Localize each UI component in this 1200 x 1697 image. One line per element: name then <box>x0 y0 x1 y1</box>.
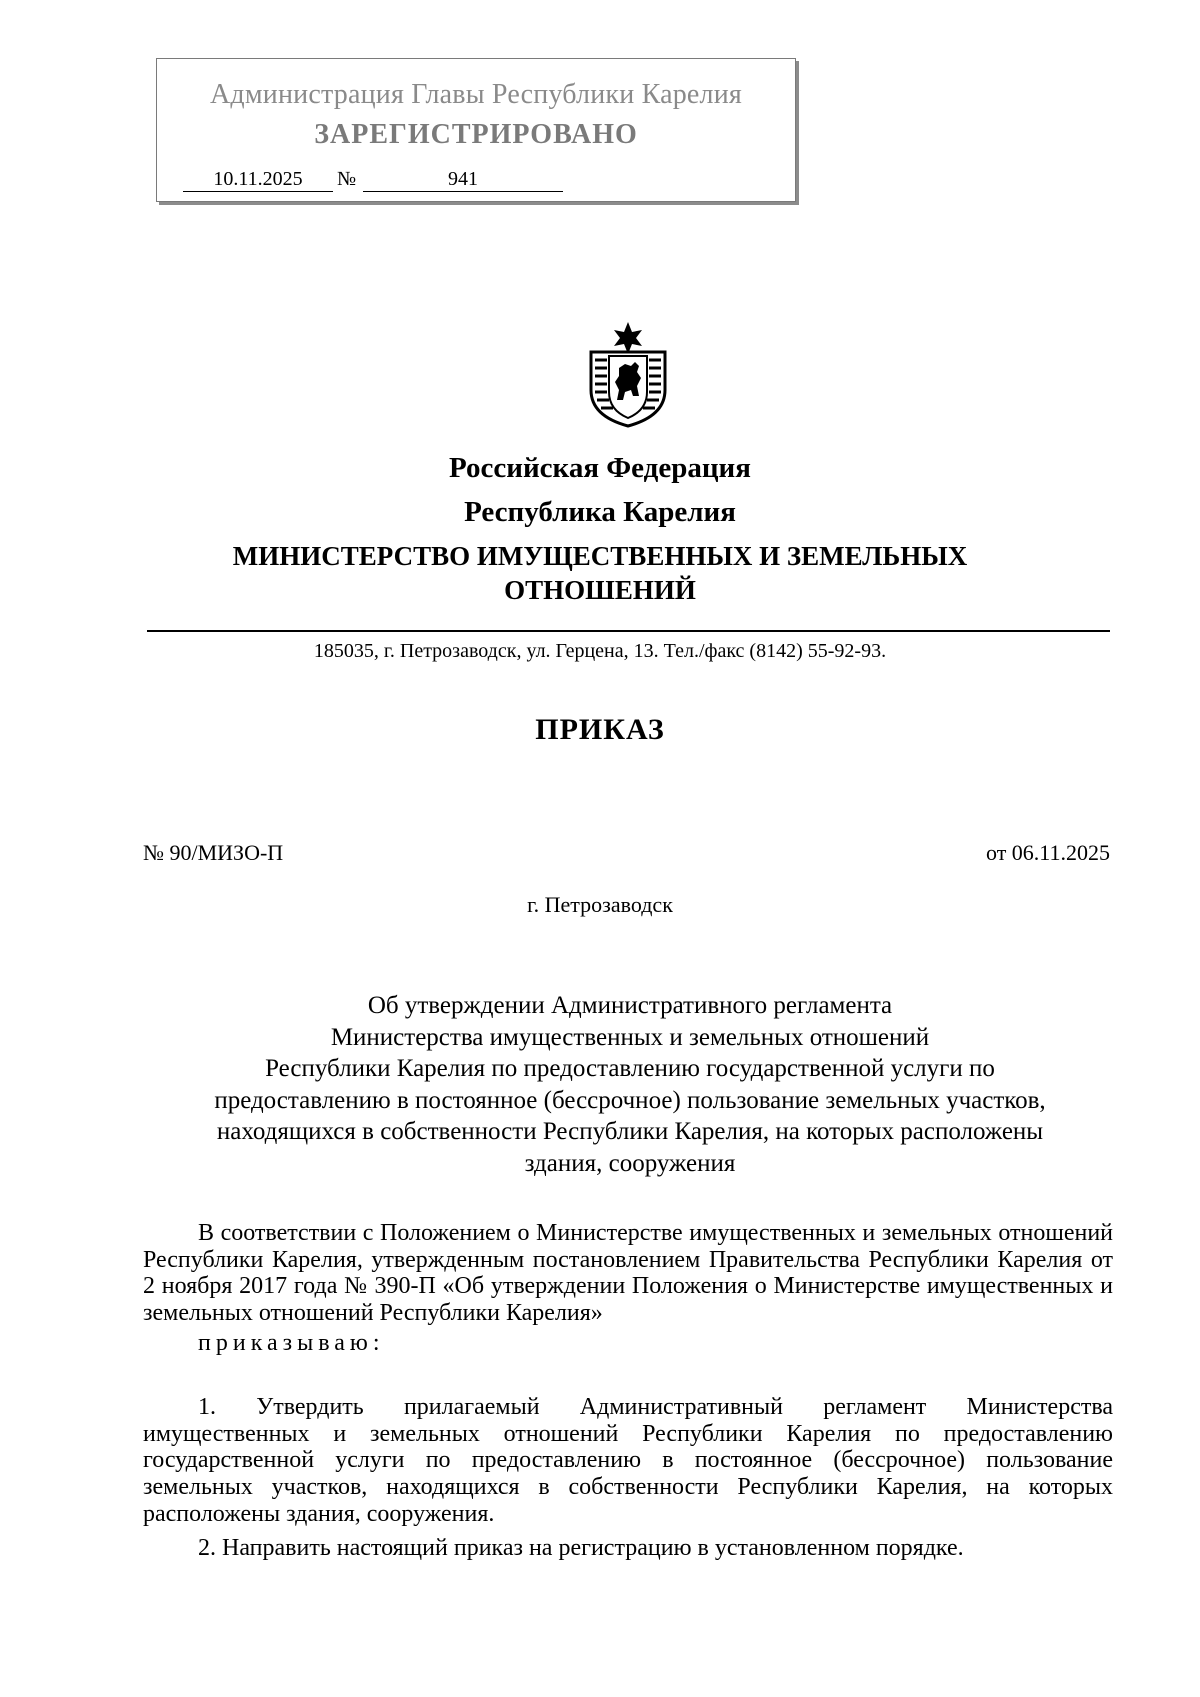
order-item-2: 2. Направить настоящий приказ на регистрацию в установленном порядке. <box>198 1535 964 1561</box>
header-ministry <box>0 539 1200 607</box>
registration-stamp <box>156 58 796 202</box>
header-republic: Республика Карелия <box>464 496 736 528</box>
header-ministry-line-1: МИНИСТЕРСТВО ИМУЩЕСТВЕННЫХ И ЗЕМЕЛЬНЫХ <box>232 541 968 571</box>
order-title-line: здания, сооружения <box>524 1149 736 1177</box>
order-date: от 06.11.2025 <box>985 840 1110 865</box>
stamp-status: ЗАРЕГИСТРИРОВАНО <box>314 119 638 150</box>
ministry-address: 185035, г. Петрозаводск, ул. Герцена, 13. Тел./факс (8142) 55-92-93. <box>313 640 887 662</box>
stamp-number-label: № <box>337 168 357 190</box>
stamp-organization: Администрация Главы Республики Карелия <box>210 79 742 110</box>
order-title-line: Республики Карелия по предоставлению государственной услуги по <box>265 1055 995 1082</box>
order-city: г. Петрозаводск <box>527 892 673 917</box>
document-type: ПРИКАЗ <box>535 713 665 746</box>
order-title-line: Министерства имущественных и земельных отношений <box>330 1023 930 1051</box>
coat-of-arms-star <box>614 322 642 354</box>
header-divider <box>147 630 1110 632</box>
stamp-date: 10.11.2025 <box>183 167 333 192</box>
order-title-line: предоставлению в постоянное (бессрочное) пользование земельных участков, <box>214 1086 1046 1114</box>
stamp-number: 941 <box>363 167 563 192</box>
coat-of-arms-icon <box>585 320 671 428</box>
order-title-line: находящихся в собственности Республики Карелия, на которых расположены <box>216 1118 1044 1145</box>
preamble-paragraph: В соответствии с Положением о Министерстве имущественных и земельных отношений Республики Карелия, утвержденным постановлением Правительства Республики Карелия от 2 ноября 2017 года № 390-П «Об утверждении Положения о Министерстве имущественных и земельных отношений Республики Карелия» <box>143 1220 1113 1327</box>
order-number: № 90/МИЗО-П <box>143 840 284 865</box>
order-title <box>140 990 1120 1179</box>
order-item-1: 1. Утвердить прилагаемый Административный регламент Министерства имущественных и земельных отношений Республики Карелия по предоставлению государственной услуги по предоставлению в постоянное (бессрочное) пользование земельных участков, находящихся в собственности Республики Карелия, на которых расположены здания, сооружения. <box>143 1394 1113 1527</box>
header-federation: Российская Федерация <box>449 452 751 484</box>
order-title-line: Об утверждении Административного регламента <box>367 992 893 1019</box>
order-word: приказываю: <box>198 1330 385 1356</box>
header-ministry-line-2: ОТНОШЕНИЙ <box>504 575 696 605</box>
